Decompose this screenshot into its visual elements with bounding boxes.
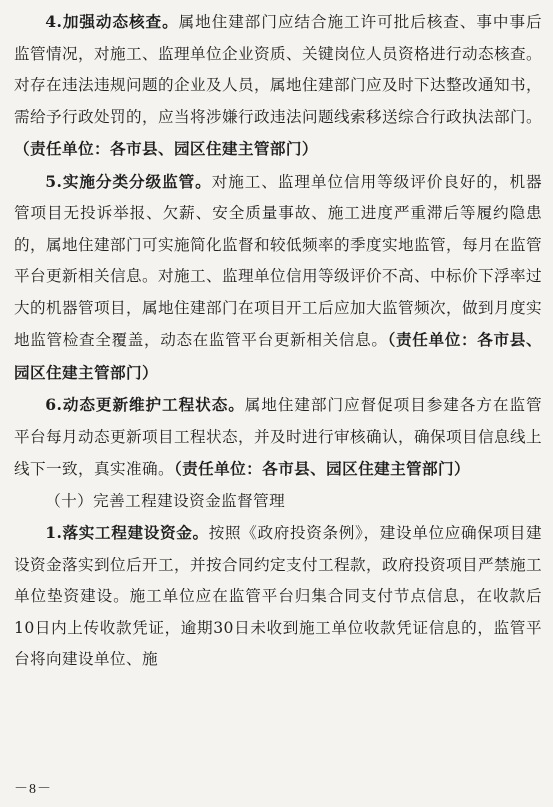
paragraph-body: 对施工、监理单位信用等级评价良好的，机器管项目无投诉举报、欠薪、安全质量事故、施工进度严重滞后等履约隐患的，属地住建部门可实施简化监督和较低频率的季度实地监管，每月在监管平台更新相关信息。对施工、监理单位信用等级评价不高、中标价下浮率过大的机器管项目，属地住建部门在项目开工后应加大监管频次，做到月度实地监管检查全覆盖，动态在监管平台更新相关信息。: [14, 172, 542, 349]
paragraph-construction-funds: [14, 517, 542, 676]
responsibility-note: （责任单位：各市县、园区住建主管部门）: [14, 139, 318, 158]
paragraph-lead: 5.实施分类分级监管。: [45, 171, 212, 191]
paragraph-dynamic-verification: [14, 6, 542, 166]
paragraph-body: 按照《政府投资条例》，建设单位应确保项目建设资金落实到位后开工，并按合同约定支付工程款，政府投资项目严禁施工单位垫资建设。施工单位应在监管平台归集合同支付节点信息，在收款后10日内上传收款凭证，逾期30日未收到施工单位收款凭证信息的，监管平台将向建设单位、施: [14, 524, 542, 668]
responsibility-note: （责任单位：各市县、园区住建主管部门）: [173, 459, 471, 478]
paragraph-body: 属地住建部门应督促项目参建各方在监管平台每月动态更新项目工程状态，并及时进行审核确认，确保项目信息线上线下一致，真实准确。: [14, 396, 542, 478]
paragraph-lead: 6.动态更新维护工程状态。: [45, 395, 245, 414]
document-page: [14, 6, 542, 676]
section-heading: （十）完善工程建设资金监督管理: [45, 491, 286, 510]
paragraph-update-project-status: [14, 389, 542, 486]
paragraph-body: 属地住建部门应结合施工许可批后核查、事中事后监管情况，对施工、监理单位企业资质、关键岗位人员资格进行动态核查。对存在违法违规问题的企业及人员，属地住建部门应及时下达整改通知书，需给予行政处罚的，应当将涉嫌行政违法问题线索移送综合行政执法部门。: [14, 13, 542, 126]
paragraph-classified-supervision: [14, 166, 542, 390]
paragraph-lead: 1.落实工程建设资金。: [45, 523, 209, 542]
paragraph-lead: 4.加强动态核查。: [45, 12, 179, 31]
page-number: －8－: [14, 782, 52, 797]
responsibility-note: （责任单位：各市县、园区住建主管部门）: [14, 330, 542, 382]
